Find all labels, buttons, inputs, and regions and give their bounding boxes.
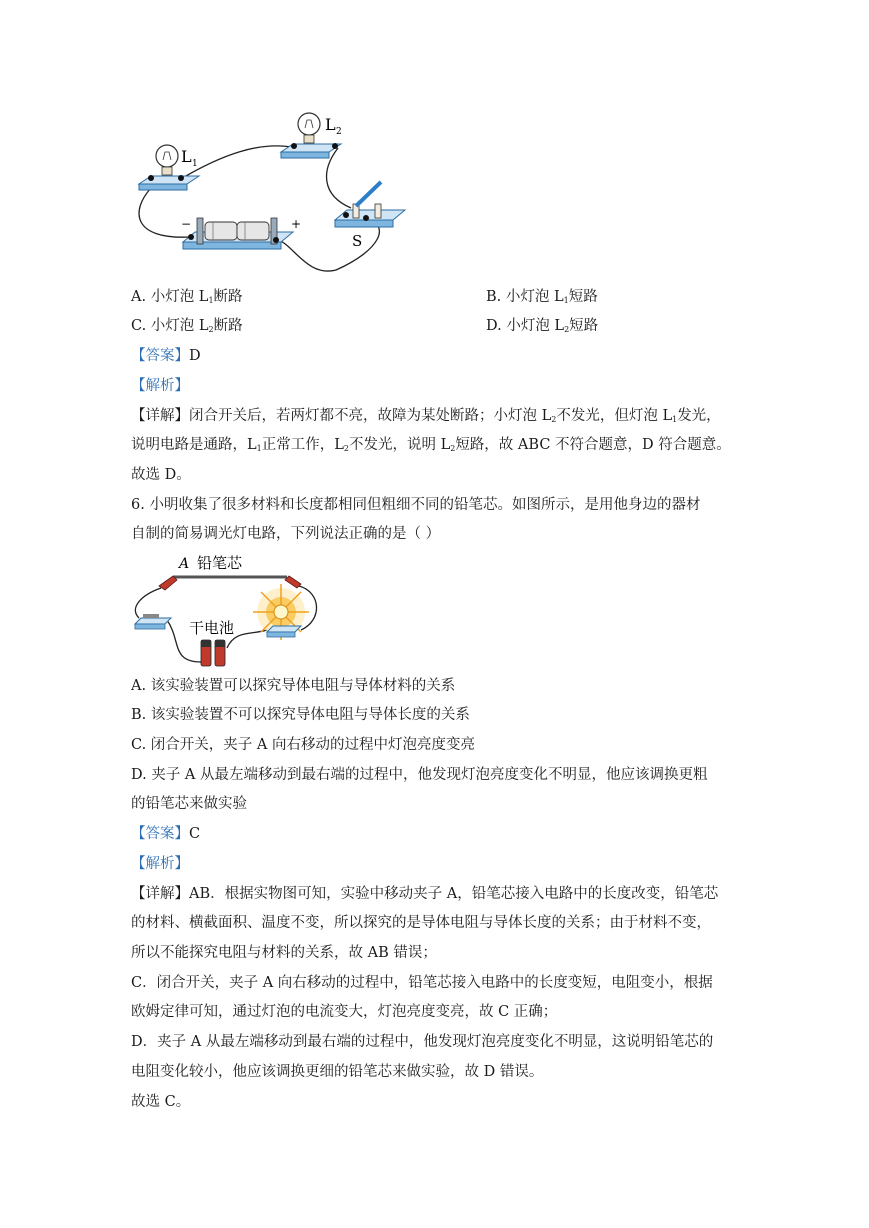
label-l2: L (325, 115, 336, 134)
analysis-tag-q6: 【解析】 (131, 856, 189, 872)
glowing-bulb (253, 584, 309, 640)
detail-line-2-q6: 的材料、横截面积、温度不变，所以探究的是导体电阻与导体长度的关系；由于材料不变， (131, 915, 711, 931)
conclusion-q6: 故选 C。 (131, 1094, 191, 1110)
label-l1: L (181, 147, 192, 166)
label-battery: 干电池 (189, 619, 235, 637)
conclusion-q5: 故选 D。 (131, 467, 191, 483)
detail-line-5-q6: 欧姆定律可知，通过灯泡的电流变大，灯泡亮度变亮，故 C 正确； (131, 1004, 558, 1020)
label-plus: + (291, 217, 302, 231)
label-pencil-lead: 铅笔芯 (197, 554, 243, 572)
detail-line-4-q6: C．闭合开关，夹子 A 向右移动的过程中，铅笔芯接入电路中的长度变短，电阻变小，根据 (131, 975, 713, 991)
label-l2-sub: 2 (336, 127, 342, 137)
switch-s (335, 182, 405, 227)
option-c: C. 小灯泡 $L_2$断路 (131, 318, 243, 334)
q6-option-d-line-2: 的铅笔芯来做实验 (131, 796, 247, 812)
q6-option-a: A. 该实验装置可以探究导体电阻与导体材料的关系 (131, 678, 456, 694)
option-a: A. 小灯泡 $L_1$断路 (131, 289, 243, 305)
q6-stem-line-2: 自制的简易调光灯电路，下列说法正确的是（ ） (131, 526, 441, 542)
detail-line-2-q5: 说明电路是通路，$L_1$正常工作，$L_2$不发光，说明 $L_2$短路，故 ABC 不符合题意，D 符合题意。 (131, 437, 731, 453)
detail-line-7-q6: 电阻变化较小，他应该调换更细的铅笔芯来做实验，故 D 错误。 (131, 1064, 544, 1080)
answer-line-q6: 【答案】C (131, 826, 201, 842)
detail-line-1-q6: 【详解】AB．根据实物图可知，实验中移动夹子 A，铅笔芯接入电路中的长度改变，铅笔芯 (131, 886, 719, 902)
label-clip-a: A (179, 556, 190, 572)
detail-line-6-q6: D．夹子 A 从最左端移动到最右端的过程中，他发现灯泡亮度变化不明显，这说明铅笔芯的 (131, 1034, 714, 1050)
analysis-tag-q5: 【解析】 (131, 378, 189, 394)
label-s: S (352, 232, 363, 250)
q6-option-c: C. 闭合开关，夹子 A 向右移动的过程中灯泡亮度变亮 (131, 737, 475, 753)
circuit-figure-1 (131, 100, 411, 278)
detail-line-1-q5: 【详解】闭合开关后，若两灯都不亮，故障为某处断路；小灯泡 $L_2$不发光，但灯泡 $L_1$发光， (131, 408, 721, 424)
circuit-figure-2 (131, 550, 331, 670)
detail-line-3-q6: 所以不能探究电阻与材料的关系，故 AB 错误； (131, 945, 437, 961)
q6-option-b: B. 该实验装置不可以探究导体电阻与导体长度的关系 (131, 707, 470, 723)
option-b: B. 小灯泡 $L_1$短路 (486, 289, 598, 305)
q6-option-d-line-1: D. 夹子 A 从最左端移动到最右端的过程中，他发现灯泡亮度变化不明显，他应该调换更粗 (131, 767, 708, 783)
battery-holder (183, 218, 293, 249)
switch-base (135, 614, 171, 629)
q6-stem-line-1: 6. 小明收集了很多材料和长度都相同但粗细不同的铅笔芯。如图所示，是用他身边的器材 (131, 497, 701, 513)
option-d: D. 小灯泡 $L_2$短路 (486, 318, 599, 334)
battery-cells (201, 640, 225, 666)
label-minus: − (181, 217, 192, 231)
answer-line-q5: 【答案】D (131, 348, 201, 364)
label-l1-sub: 1 (192, 159, 198, 169)
